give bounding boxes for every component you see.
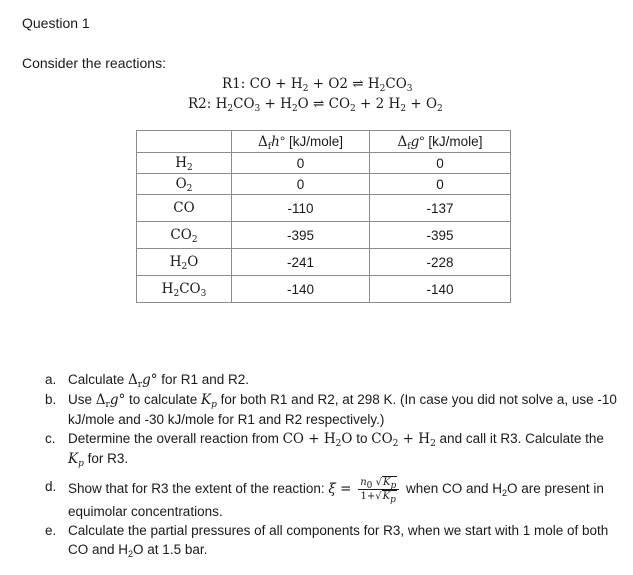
species-cell: $H_2$ <box>137 153 232 174</box>
header-gibbs: $\Delta_fg^\circ$ [kJ/mole] <box>370 131 511 153</box>
gibbs-cell: -228 <box>370 249 511 276</box>
table-row <box>137 174 511 195</box>
species-cell: $O_2$ <box>137 174 232 195</box>
gibbs-cell: 0 <box>370 153 511 174</box>
enthalpy-cell: 0 <box>232 174 370 195</box>
table-row <box>137 153 511 174</box>
header-enthalpy: $\Delta_fh^\circ$ [kJ/mole] <box>232 131 370 153</box>
gibbs-cell: -395 <box>370 222 511 249</box>
question-a: a. Calculate $\Delta_rg^\circ$ for R1 and R2. <box>45 372 250 390</box>
gibbs-cell: -137 <box>370 195 511 222</box>
question-d: d. Show that for R3 the extent of the reaction: ξ = $\frac{n_0 √K_p}{1+√K_p}$ when CO and $H_2O$ are present in equimolar concentrations. <box>45 477 604 519</box>
table-row <box>137 195 511 222</box>
reaction-r1: R1: CO + $H_2 + O2$ ⇌ $H_2CO_3$ <box>222 76 413 94</box>
species-cell: $H_2CO_3$ <box>137 276 232 303</box>
gibbs-cell: -140 <box>370 276 511 303</box>
enthalpy-cell: -241 <box>232 249 370 276</box>
extent-formula: $\frac{n_0 √K_p}{1+√K_p}$ <box>358 477 399 502</box>
species-cell: CO <box>137 195 232 222</box>
table-row <box>137 222 511 249</box>
species-cell: $CO_2$ <box>137 222 232 249</box>
table-row <box>137 276 511 303</box>
question-c: c. Determine the overall reaction from CO + $H_2O$ to $CO_2 + H_2$ and call it R3. Calculate the $K_p$ for R3. <box>45 431 604 469</box>
reaction-r2: R2: $H_2CO_3 + H_2O$ ⇌ $CO_2 + 2$ $H_2 + O_2$ <box>188 96 443 114</box>
question-list <box>22 370 622 559</box>
header-species <box>137 131 232 153</box>
thermo-data-table <box>136 130 511 303</box>
table-row <box>137 249 511 276</box>
enthalpy-cell: -110 <box>232 195 370 222</box>
enthalpy-cell: -395 <box>232 222 370 249</box>
intro-text: Consider the reactions: <box>22 55 166 71</box>
question-b: b. Use $\Delta_rg^\circ$ to calculate $K_p$ for both R1 and R2, at 298 K. (In case you did not solve a, use -10 kJ/mole and -30 kJ/mole for R1 and R2 respectively.) <box>45 392 617 427</box>
table-header-row <box>137 131 511 153</box>
gibbs-cell: 0 <box>370 174 511 195</box>
enthalpy-cell: 0 <box>232 153 370 174</box>
species-cell: $H_2O$ <box>137 249 232 276</box>
question-e: e. Calculate the partial pressures of all components for R3, when we start with 1 mole of both CO and $H_2O$ at 1.5 bar. <box>45 523 609 559</box>
question-title: Question 1 <box>22 15 90 31</box>
enthalpy-cell: -140 <box>232 276 370 303</box>
